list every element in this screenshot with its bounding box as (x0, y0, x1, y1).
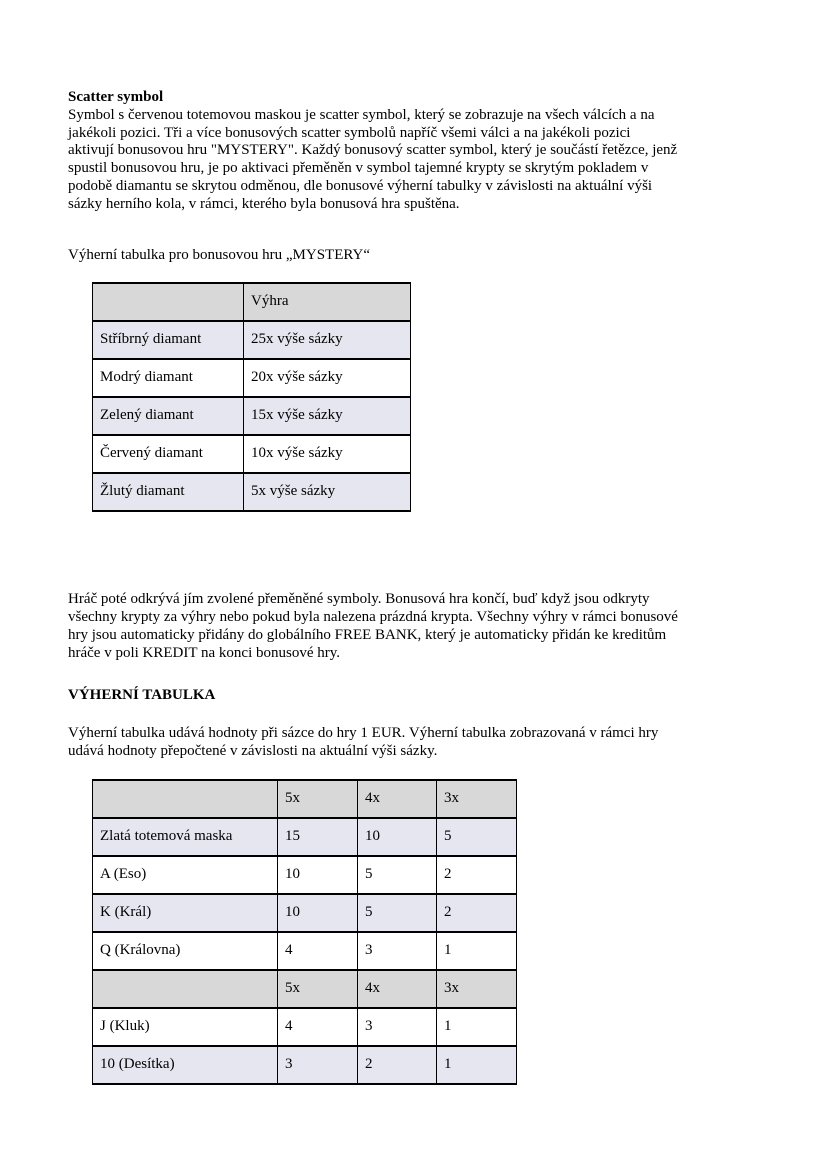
cell-5x: 10 (278, 894, 358, 932)
cell-5x: 4 (278, 1008, 358, 1046)
cell-symbol: Q (Královna) (93, 932, 278, 970)
table-row (93, 397, 411, 435)
table-row (93, 1008, 517, 1046)
header-cell-empty (93, 780, 278, 818)
paytable-heading: VÝHERNÍ TABULKA (68, 686, 216, 703)
cell-3x: 1 (437, 1046, 517, 1084)
cell-5x: 10 (278, 856, 358, 894)
cell-symbol: A (Eso) (93, 856, 278, 894)
paytable-intro-paragraph (68, 725, 771, 761)
text-line: všechny krypty za výhry nebo pokud byla nalezena prázdná krypta. Všechny výhry v rámci bonusové (68, 609, 678, 626)
cell-symbol: Modrý diamant (93, 359, 244, 397)
header-cell-empty (93, 970, 278, 1008)
text-line: Výherní tabulka udává hodnoty při sázce do hry 1 EUR. Výherní tabulka zobrazovaná v rámci hry (68, 725, 659, 742)
main-paytable (92, 779, 517, 1085)
text-line: spustil bonusovou hru, je po aktivaci přeměněn v symbol tajemné krypty se skrytým pokladem v (68, 160, 649, 177)
header-cell-empty (93, 283, 244, 321)
cell-win: 20x výše sázky (244, 359, 411, 397)
cell-3x: 2 (437, 894, 517, 932)
table-row (93, 894, 517, 932)
cell-4x: 5 (358, 856, 437, 894)
text-line: podobě diamantu se skrytou odměnou, dle bonusové výherní tabulky v závislosti na aktuální výši (68, 177, 653, 194)
cell-win: 10x výše sázky (244, 435, 411, 473)
table-row (93, 856, 517, 894)
cell-win: 5x výše sázky (244, 473, 411, 511)
text-line: Hráč poté odkrývá jím zvolené přeměněné symboly. Bonusová hra končí, buď když jsou odkryty (68, 591, 650, 608)
cell-symbol: Žlutý diamant (93, 473, 244, 511)
text-line: udává hodnoty přepočtené v závislosti na aktuální výši sázky. (68, 743, 438, 760)
text-line: aktivují bonusovou hru "MYSTERY". Každý bonusový scatter symbol, který je součástí řetězce, jenž (68, 142, 678, 159)
cell-4x: 3 (358, 932, 437, 970)
table-row (93, 321, 411, 359)
cell-symbol: Zelený diamant (93, 397, 244, 435)
cell-4x: 5 (358, 894, 437, 932)
cell-win: 25x výše sázky (244, 321, 411, 359)
cell-symbol: 10 (Desítka) (93, 1046, 278, 1084)
header-cell-win: Výhra (244, 283, 411, 321)
table-row (93, 818, 517, 856)
table-row (93, 359, 411, 397)
header-cell-4x: 4x (358, 780, 437, 818)
cell-3x: 5 (437, 818, 517, 856)
cell-symbol: Zlatá totemová maska (93, 818, 278, 856)
text-line: hráče v poli KREDIT na konci bonusové hry. (68, 644, 341, 661)
table-row (93, 473, 411, 511)
header-cell-5x: 5x (278, 780, 358, 818)
cell-5x: 4 (278, 932, 358, 970)
cell-4x: 3 (358, 1008, 437, 1046)
text-line: Symbol s červenou totemovou maskou je scatter symbol, který se zobrazuje na všech válcích a na (68, 106, 655, 123)
table-header-row (93, 283, 411, 321)
cell-3x: 2 (437, 856, 517, 894)
cell-3x: 1 (437, 932, 517, 970)
header-cell-3x: 3x (437, 970, 517, 1008)
cell-symbol: Červený diamant (93, 435, 244, 473)
table-row (93, 435, 411, 473)
table-header-row (93, 780, 517, 818)
header-cell-4x: 4x (358, 970, 437, 1008)
cell-4x: 10 (358, 818, 437, 856)
table-row (93, 1046, 517, 1084)
cell-3x: 1 (437, 1008, 517, 1046)
text-line: jakékoli pozici. Tři a více bonusových scatter symbolů napříč všemi válci a na jakékoli pozici (68, 124, 631, 141)
text-line: hry jsou automaticky přidány do globálního FREE BANK, který je automaticky přidán ke kreditům (68, 626, 667, 643)
mystery-paytable (92, 282, 411, 512)
scatter-symbol-heading: Scatter symbol (68, 89, 164, 105)
header-cell-5x: 5x (278, 970, 358, 1008)
cell-symbol: J (Kluk) (93, 1008, 278, 1046)
mystery-table-caption: Výherní tabulka pro bonusovou hru „MYSTERY“ (68, 246, 371, 263)
bonus-end-paragraph (68, 591, 771, 662)
text-line: sázky herního kola, v rámci, kterého byla bonusová hra spuštěna. (68, 195, 460, 212)
header-cell-3x: 3x (437, 780, 517, 818)
table-header-row (93, 970, 517, 1008)
cell-4x: 2 (358, 1046, 437, 1084)
cell-win: 15x výše sázky (244, 397, 411, 435)
cell-symbol: Stříbrný diamant (93, 321, 244, 359)
cell-5x: 3 (278, 1046, 358, 1084)
cell-5x: 15 (278, 818, 358, 856)
scatter-symbol-paragraph (68, 107, 771, 214)
table-row (93, 932, 517, 970)
cell-symbol: K (Král) (93, 894, 278, 932)
